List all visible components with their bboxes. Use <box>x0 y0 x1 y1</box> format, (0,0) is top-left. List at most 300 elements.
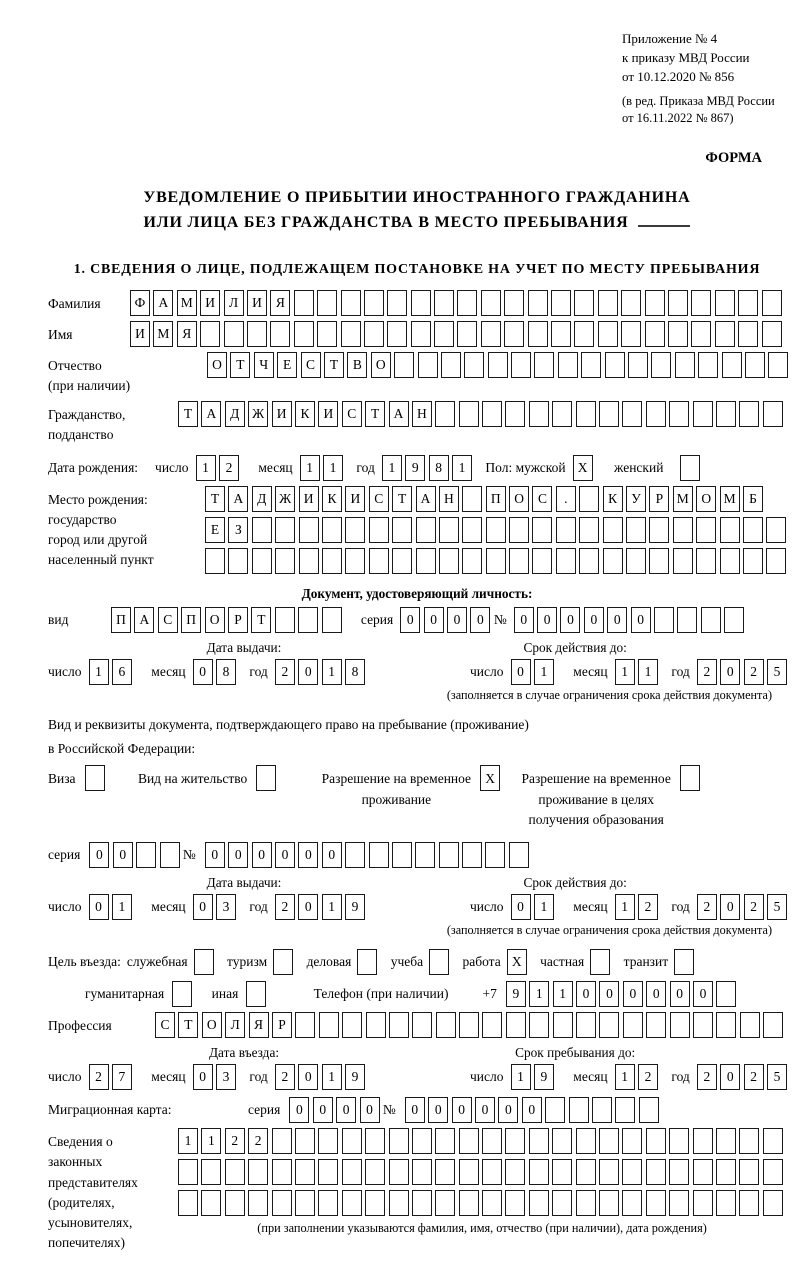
char-cell[interactable]: И <box>130 321 150 347</box>
char-cell[interactable] <box>275 548 295 574</box>
char-cell[interactable] <box>720 548 740 574</box>
char-cell[interactable]: 1 <box>529 981 549 1007</box>
char-cell[interactable] <box>488 352 508 378</box>
char-cell[interactable]: С <box>301 352 321 378</box>
char-cell[interactable]: 0 <box>360 1097 380 1123</box>
char-cell[interactable] <box>412 1012 432 1038</box>
char-cell[interactable]: К <box>603 486 623 512</box>
char-cell[interactable] <box>509 842 529 868</box>
char-cell[interactable] <box>599 1190 619 1216</box>
char-cell[interactable] <box>435 401 455 427</box>
char-cell[interactable]: 2 <box>744 894 764 920</box>
char-cell[interactable]: Т <box>178 401 198 427</box>
char-cell[interactable] <box>693 1012 713 1038</box>
char-cell[interactable]: 5 <box>767 894 787 920</box>
char-cell[interactable] <box>599 401 619 427</box>
char-cell[interactable]: Я <box>177 321 197 347</box>
char-cell[interactable] <box>529 1012 549 1038</box>
char-cell[interactable] <box>553 1012 573 1038</box>
char-cell[interactable] <box>622 1190 642 1216</box>
char-cell[interactable]: В <box>347 352 367 378</box>
char-cell[interactable]: П <box>111 607 131 633</box>
char-cell[interactable] <box>691 290 711 316</box>
char-cell[interactable] <box>576 1128 596 1154</box>
char-cell[interactable]: 0 <box>522 1097 542 1123</box>
char-cell[interactable] <box>677 607 697 633</box>
char-cell[interactable] <box>621 290 641 316</box>
char-cell[interactable]: 0 <box>275 842 295 868</box>
char-cell[interactable]: О <box>205 607 225 633</box>
char-cell[interactable] <box>639 1097 659 1123</box>
char-cell[interactable] <box>160 842 180 868</box>
char-cell[interactable]: Р <box>272 1012 292 1038</box>
char-cell[interactable]: 1 <box>534 659 554 685</box>
char-cell[interactable] <box>528 321 548 347</box>
char-cell[interactable] <box>701 607 721 633</box>
char-cell[interactable] <box>529 1128 549 1154</box>
char-cell[interactable] <box>322 517 342 543</box>
char-cell[interactable] <box>622 1128 642 1154</box>
char-cell[interactable] <box>256 765 276 791</box>
char-cell[interactable] <box>716 1012 736 1038</box>
char-cell[interactable] <box>392 517 412 543</box>
char-cell[interactable]: 1 <box>201 1128 221 1154</box>
char-cell[interactable] <box>485 842 505 868</box>
char-cell[interactable] <box>441 352 461 378</box>
char-cell[interactable] <box>766 548 786 574</box>
char-cell[interactable] <box>626 517 646 543</box>
char-cell[interactable] <box>598 321 618 347</box>
char-cell[interactable]: 1 <box>511 1064 531 1090</box>
char-cell[interactable] <box>509 517 529 543</box>
char-cell[interactable]: 1 <box>112 894 132 920</box>
char-cell[interactable] <box>365 1190 385 1216</box>
char-cell[interactable]: 0 <box>498 1097 518 1123</box>
char-cell[interactable] <box>722 352 742 378</box>
char-cell[interactable]: Я <box>249 1012 269 1038</box>
char-cell[interactable] <box>590 949 610 975</box>
char-cell[interactable] <box>482 1128 502 1154</box>
char-cell[interactable] <box>342 1190 362 1216</box>
char-cell[interactable] <box>172 981 192 1007</box>
char-cell[interactable] <box>252 548 272 574</box>
char-cell[interactable] <box>369 842 389 868</box>
char-cell[interactable] <box>738 321 758 347</box>
char-cell[interactable] <box>317 290 337 316</box>
char-cell[interactable]: 0 <box>584 607 604 633</box>
char-cell[interactable] <box>551 290 571 316</box>
char-cell[interactable] <box>272 1190 292 1216</box>
char-cell[interactable] <box>669 401 689 427</box>
char-cell[interactable]: 2 <box>697 659 717 685</box>
char-cell[interactable]: 2 <box>89 1064 109 1090</box>
char-cell[interactable]: А <box>416 486 436 512</box>
char-cell[interactable]: 0 <box>607 607 627 633</box>
char-cell[interactable]: 0 <box>298 842 318 868</box>
char-cell[interactable] <box>345 842 365 868</box>
char-cell[interactable] <box>317 321 337 347</box>
char-cell[interactable] <box>646 401 666 427</box>
char-cell[interactable]: 9 <box>506 981 526 1007</box>
char-cell[interactable]: Е <box>205 517 225 543</box>
char-cell[interactable]: А <box>228 486 248 512</box>
char-cell[interactable] <box>556 548 576 574</box>
char-cell[interactable] <box>763 401 783 427</box>
char-cell[interactable] <box>345 548 365 574</box>
char-cell[interactable] <box>716 981 736 1007</box>
char-cell[interactable] <box>743 517 763 543</box>
char-cell[interactable] <box>481 290 501 316</box>
char-cell[interactable] <box>205 548 225 574</box>
char-cell[interactable] <box>318 1128 338 1154</box>
char-cell[interactable]: 0 <box>475 1097 495 1123</box>
char-cell[interactable]: Н <box>439 486 459 512</box>
char-cell[interactable]: З <box>228 517 248 543</box>
char-cell[interactable]: 0 <box>428 1097 448 1123</box>
char-cell[interactable] <box>318 1190 338 1216</box>
char-cell[interactable] <box>574 321 594 347</box>
char-cell[interactable]: 2 <box>638 894 658 920</box>
char-cell[interactable]: 1 <box>534 894 554 920</box>
char-cell[interactable]: П <box>181 607 201 633</box>
char-cell[interactable] <box>389 1012 409 1038</box>
char-cell[interactable] <box>439 548 459 574</box>
char-cell[interactable]: 8 <box>345 659 365 685</box>
char-cell[interactable] <box>628 352 648 378</box>
char-cell[interactable] <box>673 548 693 574</box>
char-cell[interactable] <box>766 517 786 543</box>
char-cell[interactable]: 1 <box>322 1064 342 1090</box>
char-cell[interactable] <box>459 1012 479 1038</box>
char-cell[interactable] <box>599 1128 619 1154</box>
char-cell[interactable]: К <box>295 401 315 427</box>
char-cell[interactable] <box>532 517 552 543</box>
char-cell[interactable]: 0 <box>205 842 225 868</box>
char-cell[interactable] <box>738 290 758 316</box>
char-cell[interactable] <box>364 290 384 316</box>
char-cell[interactable] <box>394 352 414 378</box>
char-cell[interactable]: 0 <box>400 607 420 633</box>
char-cell[interactable] <box>579 517 599 543</box>
char-cell[interactable] <box>369 548 389 574</box>
char-cell[interactable] <box>693 1128 713 1154</box>
char-cell[interactable] <box>545 1097 565 1123</box>
char-cell[interactable]: 2 <box>225 1128 245 1154</box>
char-cell[interactable]: 8 <box>216 659 236 685</box>
char-cell[interactable] <box>716 401 736 427</box>
char-cell[interactable] <box>579 486 599 512</box>
char-cell[interactable] <box>693 1190 713 1216</box>
char-cell[interactable] <box>552 401 572 427</box>
char-cell[interactable]: 0 <box>405 1097 425 1123</box>
char-cell[interactable] <box>275 517 295 543</box>
char-cell[interactable]: 2 <box>697 894 717 920</box>
char-cell[interactable]: 0 <box>720 1064 740 1090</box>
char-cell[interactable] <box>529 1190 549 1216</box>
char-cell[interactable]: Т <box>365 401 385 427</box>
char-cell[interactable]: 0 <box>720 894 740 920</box>
char-cell[interactable]: И <box>345 486 365 512</box>
char-cell[interactable]: М <box>153 321 173 347</box>
char-cell[interactable] <box>581 352 601 378</box>
char-cell[interactable]: 1 <box>553 981 573 1007</box>
char-cell[interactable] <box>532 548 552 574</box>
char-cell[interactable] <box>739 1128 759 1154</box>
char-cell[interactable] <box>739 401 759 427</box>
char-cell[interactable]: Р <box>228 607 248 633</box>
char-cell[interactable] <box>669 1128 689 1154</box>
char-cell[interactable] <box>435 1190 455 1216</box>
char-cell[interactable]: 2 <box>248 1128 268 1154</box>
char-cell[interactable] <box>551 321 571 347</box>
char-cell[interactable] <box>416 517 436 543</box>
char-cell[interactable]: Р <box>649 486 669 512</box>
char-cell[interactable]: 0 <box>720 659 740 685</box>
char-cell[interactable]: 5 <box>767 659 787 685</box>
char-cell[interactable]: 1 <box>382 455 402 481</box>
char-cell[interactable] <box>275 607 295 633</box>
char-cell[interactable] <box>743 548 763 574</box>
char-cell[interactable]: 2 <box>275 659 295 685</box>
char-cell[interactable]: 3 <box>216 1064 236 1090</box>
char-cell[interactable] <box>295 1128 315 1154</box>
char-cell[interactable]: 1 <box>615 1064 635 1090</box>
char-cell[interactable] <box>646 1128 666 1154</box>
char-cell[interactable]: 0 <box>452 1097 472 1123</box>
char-cell[interactable] <box>246 981 266 1007</box>
char-cell[interactable]: 1 <box>323 455 343 481</box>
char-cell[interactable]: 1 <box>615 894 635 920</box>
char-cell[interactable]: 0 <box>336 1097 356 1123</box>
char-cell[interactable]: И <box>247 290 267 316</box>
char-cell[interactable] <box>457 321 477 347</box>
char-cell[interactable]: Ч <box>254 352 274 378</box>
char-cell[interactable]: 6 <box>112 659 132 685</box>
char-cell[interactable]: Я <box>270 290 290 316</box>
char-cell[interactable] <box>763 1190 783 1216</box>
char-cell[interactable] <box>529 401 549 427</box>
char-cell[interactable] <box>200 321 220 347</box>
char-cell[interactable] <box>622 401 642 427</box>
char-cell[interactable] <box>745 352 765 378</box>
char-cell[interactable] <box>387 321 407 347</box>
char-cell[interactable] <box>270 321 290 347</box>
char-cell[interactable]: 1 <box>322 659 342 685</box>
char-cell[interactable]: Т <box>251 607 271 633</box>
char-cell[interactable] <box>294 321 314 347</box>
char-cell[interactable] <box>295 1190 315 1216</box>
char-cell[interactable]: . <box>556 486 576 512</box>
char-cell[interactable]: 2 <box>744 1064 764 1090</box>
char-cell[interactable] <box>740 1012 760 1038</box>
char-cell[interactable] <box>649 517 669 543</box>
char-cell[interactable]: Д <box>252 486 272 512</box>
char-cell[interactable] <box>720 517 740 543</box>
char-cell[interactable] <box>576 1190 596 1216</box>
char-cell[interactable]: 0 <box>576 981 596 1007</box>
char-cell[interactable]: X <box>573 455 593 481</box>
char-cell[interactable]: 0 <box>193 659 213 685</box>
char-cell[interactable] <box>693 401 713 427</box>
char-cell[interactable] <box>411 321 431 347</box>
char-cell[interactable] <box>599 1012 619 1038</box>
char-cell[interactable] <box>715 321 735 347</box>
char-cell[interactable] <box>716 1190 736 1216</box>
char-cell[interactable] <box>691 321 711 347</box>
char-cell[interactable] <box>342 1012 362 1038</box>
char-cell[interactable] <box>576 1012 596 1038</box>
char-cell[interactable] <box>603 548 623 574</box>
char-cell[interactable]: К <box>322 486 342 512</box>
char-cell[interactable]: 7 <box>112 1064 132 1090</box>
char-cell[interactable]: 1 <box>178 1128 198 1154</box>
char-cell[interactable] <box>357 949 377 975</box>
char-cell[interactable] <box>505 1128 525 1154</box>
char-cell[interactable] <box>668 321 688 347</box>
char-cell[interactable] <box>680 455 700 481</box>
char-cell[interactable]: 0 <box>560 607 580 633</box>
char-cell[interactable] <box>252 517 272 543</box>
char-cell[interactable]: О <box>696 486 716 512</box>
char-cell[interactable]: 9 <box>345 1064 365 1090</box>
char-cell[interactable] <box>739 1190 759 1216</box>
char-cell[interactable]: 0 <box>313 1097 333 1123</box>
char-cell[interactable]: Л <box>225 1012 245 1038</box>
char-cell[interactable]: Б <box>743 486 763 512</box>
char-cell[interactable]: П <box>486 486 506 512</box>
char-cell[interactable] <box>434 321 454 347</box>
char-cell[interactable] <box>505 1190 525 1216</box>
char-cell[interactable]: 9 <box>534 1064 554 1090</box>
char-cell[interactable] <box>462 548 482 574</box>
char-cell[interactable] <box>615 1097 635 1123</box>
char-cell[interactable]: 2 <box>275 1064 295 1090</box>
char-cell[interactable] <box>412 1128 432 1154</box>
char-cell[interactable]: Ф <box>130 290 150 316</box>
char-cell[interactable] <box>369 517 389 543</box>
char-cell[interactable] <box>418 352 438 378</box>
char-cell[interactable] <box>621 321 641 347</box>
char-cell[interactable] <box>605 352 625 378</box>
char-cell[interactable] <box>724 607 744 633</box>
char-cell[interactable] <box>392 548 412 574</box>
char-cell[interactable] <box>646 1012 666 1038</box>
char-cell[interactable]: И <box>272 401 292 427</box>
char-cell[interactable]: Н <box>412 401 432 427</box>
char-cell[interactable] <box>436 1012 456 1038</box>
char-cell[interactable]: 0 <box>514 607 534 633</box>
char-cell[interactable]: 1 <box>89 659 109 685</box>
char-cell[interactable] <box>178 1190 198 1216</box>
char-cell[interactable] <box>716 1128 736 1154</box>
char-cell[interactable]: 2 <box>744 659 764 685</box>
char-cell[interactable]: 0 <box>193 894 213 920</box>
char-cell[interactable] <box>482 1190 502 1216</box>
char-cell[interactable]: И <box>299 486 319 512</box>
char-cell[interactable]: 0 <box>693 981 713 1007</box>
char-cell[interactable] <box>299 548 319 574</box>
char-cell[interactable] <box>579 548 599 574</box>
char-cell[interactable]: 0 <box>289 1097 309 1123</box>
char-cell[interactable]: Л <box>224 290 244 316</box>
char-cell[interactable] <box>299 517 319 543</box>
char-cell[interactable]: 0 <box>193 1064 213 1090</box>
char-cell[interactable] <box>435 1128 455 1154</box>
char-cell[interactable] <box>392 842 412 868</box>
char-cell[interactable]: 0 <box>470 607 490 633</box>
char-cell[interactable]: 0 <box>298 894 318 920</box>
char-cell[interactable] <box>462 842 482 868</box>
char-cell[interactable]: Д <box>225 401 245 427</box>
char-cell[interactable] <box>696 548 716 574</box>
char-cell[interactable]: 1 <box>322 894 342 920</box>
char-cell[interactable]: С <box>158 607 178 633</box>
char-cell[interactable]: А <box>153 290 173 316</box>
char-cell[interactable] <box>482 401 502 427</box>
char-cell[interactable]: М <box>673 486 693 512</box>
char-cell[interactable] <box>194 949 214 975</box>
char-cell[interactable] <box>552 1190 572 1216</box>
char-cell[interactable]: 0 <box>113 842 133 868</box>
char-cell[interactable] <box>623 1012 643 1038</box>
char-cell[interactable]: 5 <box>767 1064 787 1090</box>
char-cell[interactable] <box>674 949 694 975</box>
char-cell[interactable]: Т <box>230 352 250 378</box>
char-cell[interactable]: О <box>202 1012 222 1038</box>
char-cell[interactable]: С <box>369 486 389 512</box>
char-cell[interactable]: С <box>342 401 362 427</box>
char-cell[interactable] <box>763 1128 783 1154</box>
char-cell[interactable]: А <box>389 401 409 427</box>
char-cell[interactable] <box>698 352 718 378</box>
char-cell[interactable] <box>225 1190 245 1216</box>
char-cell[interactable] <box>592 1097 612 1123</box>
char-cell[interactable]: 1 <box>638 659 658 685</box>
char-cell[interactable] <box>505 401 525 427</box>
char-cell[interactable] <box>365 1128 385 1154</box>
char-cell[interactable]: 1 <box>452 455 472 481</box>
char-cell[interactable]: 2 <box>697 1064 717 1090</box>
char-cell[interactable] <box>322 548 342 574</box>
char-cell[interactable]: С <box>155 1012 175 1038</box>
char-cell[interactable]: А <box>134 607 154 633</box>
char-cell[interactable] <box>459 1128 479 1154</box>
char-cell[interactable]: М <box>720 486 740 512</box>
char-cell[interactable] <box>341 290 361 316</box>
char-cell[interactable] <box>598 290 618 316</box>
char-cell[interactable] <box>506 1012 526 1038</box>
char-cell[interactable]: 0 <box>670 981 690 1007</box>
char-cell[interactable] <box>345 517 365 543</box>
char-cell[interactable] <box>482 1012 502 1038</box>
char-cell[interactable]: X <box>507 949 527 975</box>
char-cell[interactable] <box>576 401 596 427</box>
char-cell[interactable] <box>552 1128 572 1154</box>
char-cell[interactable]: 0 <box>322 842 342 868</box>
char-cell[interactable]: 0 <box>599 981 619 1007</box>
char-cell[interactable] <box>696 517 716 543</box>
char-cell[interactable] <box>434 290 454 316</box>
char-cell[interactable] <box>645 290 665 316</box>
char-cell[interactable] <box>569 1097 589 1123</box>
char-cell[interactable]: Е <box>277 352 297 378</box>
char-cell[interactable]: 8 <box>429 455 449 481</box>
char-cell[interactable] <box>528 290 548 316</box>
char-cell[interactable]: 1 <box>300 455 320 481</box>
char-cell[interactable]: И <box>318 401 338 427</box>
char-cell[interactable] <box>415 842 435 868</box>
char-cell[interactable] <box>294 290 314 316</box>
